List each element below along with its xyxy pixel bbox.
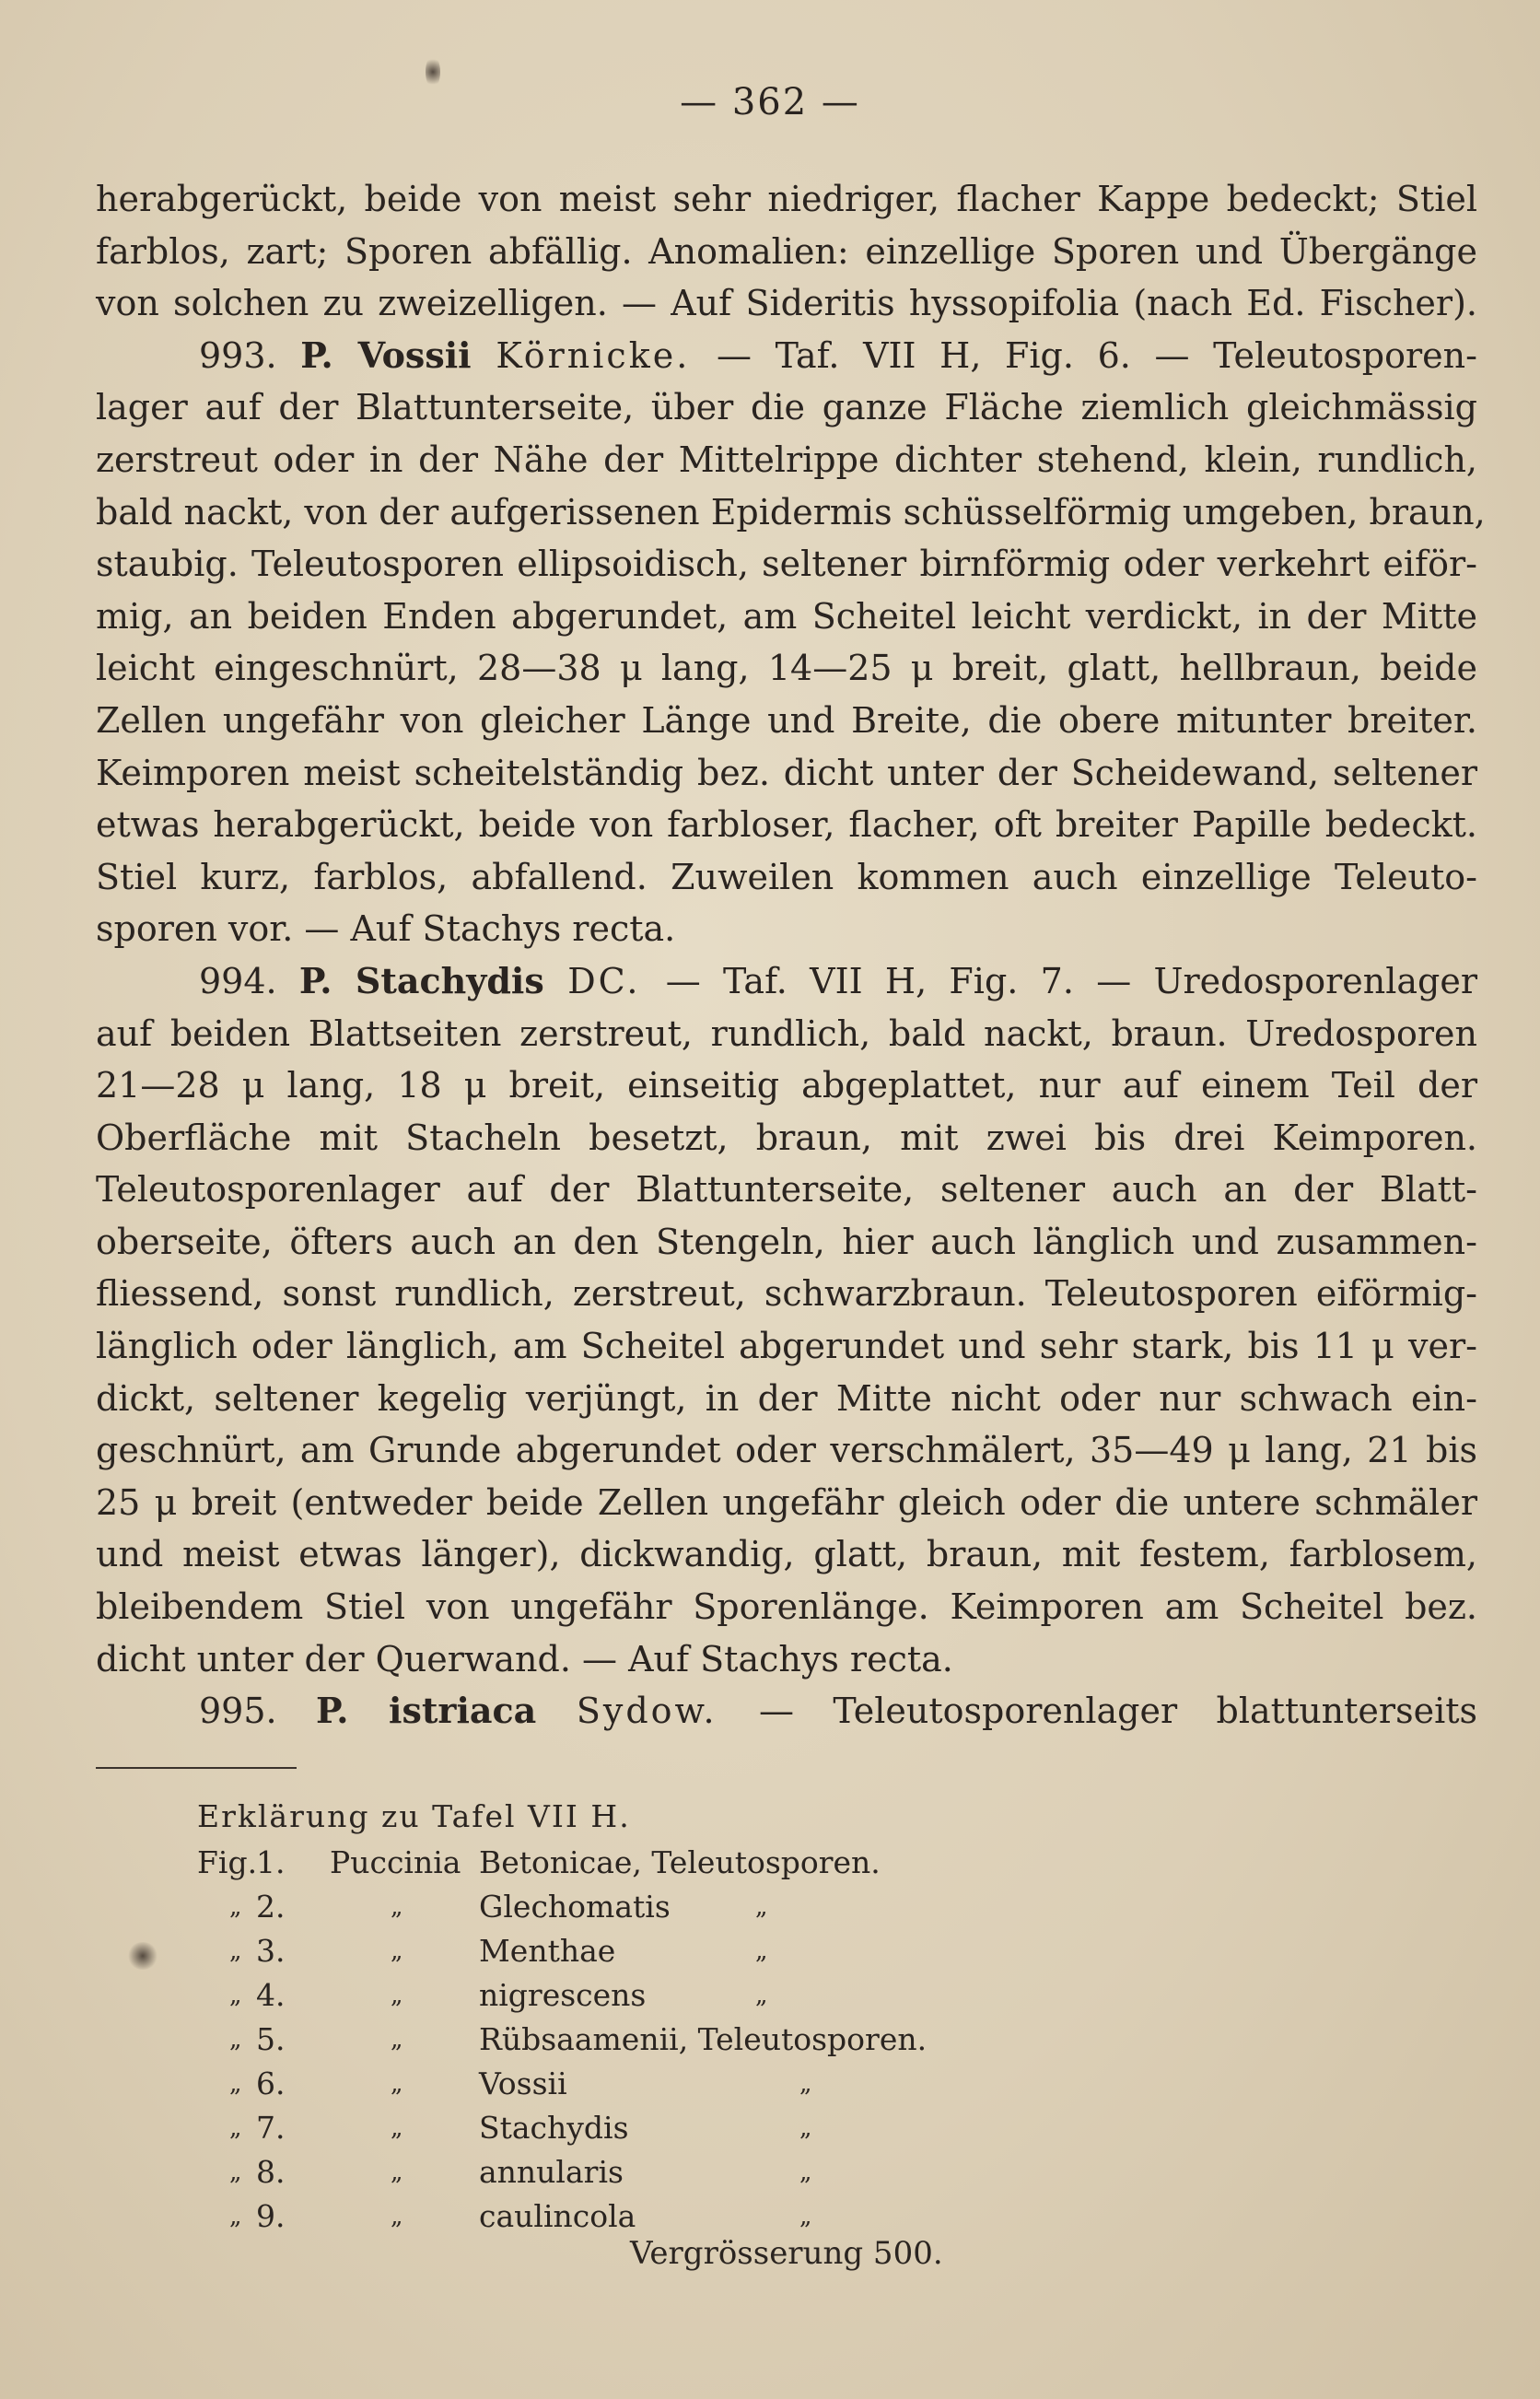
legend-row	[197, 2194, 1118, 2239]
ditto-mark: „	[391, 2159, 403, 2186]
text-line: und meist etwas länger), dickwandig, glatt, braun, mit festem, farblosem,	[96, 1534, 1477, 1575]
text-line: geschnürt, am Grunde abgerundet oder verschmälert, 35—49 μ lang, 21 bis	[96, 1430, 1477, 1471]
ditto-mark: „	[229, 2026, 242, 2054]
species-entry-heading	[96, 1685, 1477, 1738]
ditto-mark: „	[229, 1982, 242, 2009]
author-name: Körnicke.	[496, 334, 717, 376]
genus-abbrev: P.	[298, 959, 356, 1001]
species-name: Vossii	[357, 334, 496, 376]
body-text	[96, 173, 1486, 1738]
ditto-mark: „	[229, 2159, 242, 2186]
figure-number: 3.	[256, 1933, 286, 1969]
figure-number: 2.	[256, 1889, 286, 1925]
text-line: mig, an beiden Enden abgerundet, am Scheitel leicht verdickt, in der Mitte	[96, 595, 1477, 637]
species-name: annularis	[479, 2154, 624, 2190]
text-line: dicht unter der Querwand. — Auf Stachys recta.	[96, 1638, 953, 1679]
text-line: herabgerückt, beide von meist sehr niedriger, flacher Kappe bedeckt; Stiel	[96, 179, 1477, 219]
ditto-mark: „	[391, 2114, 403, 2142]
text-line: auf beiden Blattseiten zerstreut, rundlich, bald nackt, braun. Uredosporen	[96, 1012, 1477, 1054]
author-name: DC.	[567, 960, 666, 1001]
figure-number: 6.	[256, 2065, 286, 2101]
ditto-mark: „	[391, 1937, 403, 1965]
footnote-rule	[96, 1767, 297, 1769]
text-line: Teleutosporenlager auf der Blattunterseite, seltener auch an der Blatt-	[96, 1169, 1477, 1211]
legend-row	[197, 2106, 1118, 2150]
species-name: Vossii	[479, 2065, 567, 2101]
genus-name: Puccinia	[330, 1844, 461, 1880]
text-line: zerstreut oder in der Nähe der Mittelrippe dichter stehend, klein, rundlich,	[96, 439, 1477, 480]
author-name: Sydow.	[576, 1691, 759, 1732]
figure-number: 5.	[256, 2021, 286, 2057]
ditto-mark: „	[391, 2026, 403, 2054]
magnification-note: Vergrösserung 500.	[630, 2235, 943, 2272]
species-name: Stachydis	[479, 2110, 629, 2146]
ditto-mark: „	[755, 1982, 768, 2009]
legend-row	[197, 2150, 1118, 2194]
ditto-mark: „	[391, 2070, 403, 2098]
species-name: Menthae	[479, 1933, 616, 1969]
ditto-mark: „	[799, 2114, 812, 2142]
legend-row	[197, 2018, 1118, 2062]
entry-number: 993.	[199, 334, 301, 376]
text-line: etwas herabgerückt, beide von farbloser, flacher, oft breiter Papille bedeckt.	[96, 804, 1477, 846]
ditto-mark: „	[229, 2203, 242, 2230]
ditto-mark: „	[799, 2070, 812, 2098]
ditto-mark: „	[229, 2114, 242, 2142]
text-line: dickt, seltener kegelig verjüngt, in der Mitte nicht oder nur schwach ein-	[96, 1377, 1477, 1419]
text-line: fliessend, sonst rundlich, zerstreut, schwarzbraun. Teleutosporen eiförmig-	[96, 1273, 1477, 1315]
text-line: leicht eingeschnürt, 28—38 μ lang, 14—25 μ breit, glatt, hellbraun, beide	[96, 648, 1477, 689]
ditto-mark: „	[755, 1937, 768, 1965]
entry-number: 995.	[199, 1691, 316, 1732]
text-line: bald nackt, von der aufgerissenen Epidermis schüsselförmig umgeben, braun,	[96, 491, 1486, 532]
ditto-mark: „	[755, 1893, 768, 1921]
genus-abbrev: P.	[300, 334, 358, 376]
text-line: von solchen zu zweizelligen. — Auf Sideritis hyssopifolia (nach Ed. Fischer).	[96, 283, 1477, 324]
text-line: Zellen ungefähr von gleicher Länge und Breite, die obere mitunter breiter.	[96, 699, 1477, 741]
ditto-mark: „	[799, 2203, 812, 2230]
figure-number: 7.	[256, 2110, 286, 2146]
legend-title: Erklärung zu Tafel VII H.	[197, 1798, 631, 1834]
text-line: 25 μ breit (entweder beide Zellen ungefähr gleich oder die untere schmäler	[96, 1481, 1477, 1523]
text-line: farblos, zart; Sporen abfällig. Anomalien: einzellige Sporen und Übergänge	[96, 230, 1477, 272]
figure-number: 8.	[256, 2154, 286, 2190]
text-line: staubig. Teleutosporen ellipsoidisch, seltener birnförmig oder verkehrt eiför-	[96, 544, 1477, 585]
text-line: Oberfläche mit Stacheln besetzt, braun, mit zwei bis drei Keimporen.	[96, 1117, 1477, 1158]
species-entry-heading	[96, 330, 1477, 382]
ditto-mark: „	[229, 2070, 242, 2098]
legend-row	[197, 1929, 1118, 1973]
species-name: Stachydis	[355, 959, 568, 1001]
entry-text: — Taf. VII H, Fig. 7. — Uredosporenlager	[665, 960, 1477, 1001]
ditto-mark: „	[229, 1937, 242, 1965]
ditto-mark: „	[391, 2203, 403, 2230]
entry-text: — Teleutosporenlager blattunterseits	[759, 1691, 1477, 1732]
text-line: bleibendem Stiel von ungefähr Sporenlänge. Keimporen am Scheitel bez.	[96, 1586, 1477, 1628]
figure-number: 9.	[256, 2198, 286, 2234]
text-line: Keimporen meist scheitelständig bez. dicht unter der Scheidewand, seltener	[96, 752, 1477, 793]
species-name: Glechomatis	[479, 1889, 671, 1925]
species-name: Betonicae, Teleutosporen.	[479, 1844, 881, 1880]
entry-text: — Taf. VII H, Fig. 6. — Teleutosporen-	[716, 334, 1477, 376]
plate-legend	[197, 1795, 1118, 2239]
ditto-mark: „	[229, 1893, 242, 1921]
figure-number: 1.	[256, 1844, 286, 1880]
species-name: nigrescens	[479, 1977, 647, 2013]
text-line: oberseite, öfters auch an den Stengeln, hier auch länglich und zusammen-	[96, 1221, 1477, 1262]
species-name: caulincola	[479, 2198, 636, 2234]
species-entry-heading	[96, 955, 1477, 1008]
genus-abbrev: P.	[316, 1690, 390, 1732]
species-name: istriaca	[389, 1690, 577, 1732]
fig-label: Fig.	[197, 1844, 258, 1880]
ditto-mark: „	[391, 1893, 403, 1921]
text-line: Stiel kurz, farblos, abfallend. Zuweilen kommen auch einzellige Teleuto-	[96, 856, 1477, 897]
text-line: länglich oder länglich, am Scheitel abgerundet und sehr stark, bis 11 μ ver-	[96, 1326, 1477, 1367]
ditto-mark: „	[391, 1982, 403, 2009]
legend-row	[197, 1973, 1118, 2018]
ink-spot	[127, 1942, 158, 1970]
figure-number: 4.	[256, 1977, 286, 2013]
legend-row	[197, 1841, 1118, 1885]
legend-row	[197, 2062, 1118, 2106]
species-name: Rübsaamenii, Teleutosporen.	[479, 2021, 928, 2057]
entry-number: 994.	[199, 960, 299, 1001]
text-line: 21—28 μ lang, 18 μ breit, einseitig abgeplattet, nur auf einem Teil der	[96, 1065, 1477, 1106]
ditto-mark: „	[799, 2159, 812, 2186]
text-line: lager auf der Blattunterseite, über die ganze Fläche ziemlich gleichmässig	[96, 387, 1477, 428]
legend-row	[197, 1885, 1118, 1929]
text-line: sporen vor. — Auf Stachys recta.	[96, 908, 676, 950]
page-number: — 362 —	[680, 81, 860, 123]
